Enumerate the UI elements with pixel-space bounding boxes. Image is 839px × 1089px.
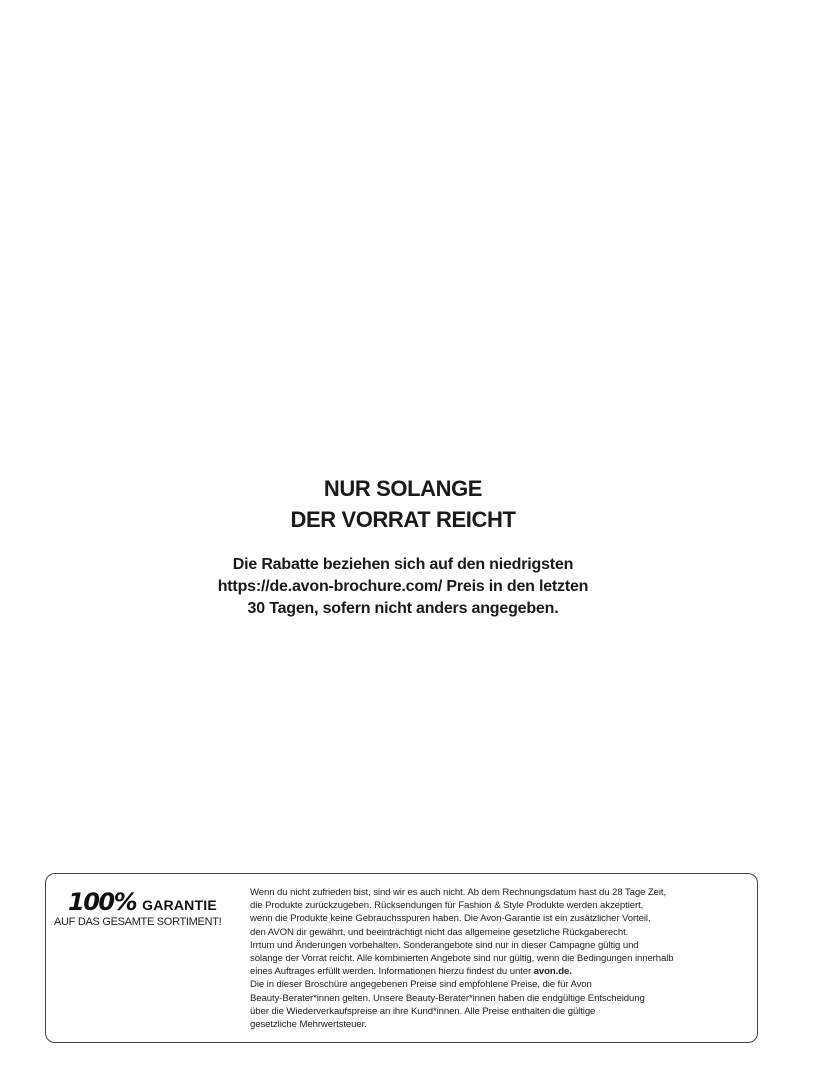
disclaimer-line: Die Rabatte beziehen sich auf den niedrigsten — [232, 556, 574, 573]
avon-website-link[interactable]: avon.de. — [533, 966, 572, 978]
headline — [0, 473, 806, 535]
fineprint-line: den AVON dir gewährt, und beeinträchtigt nicht das allgemeine gesetzliche Rückgaberecht. — [250, 926, 629, 938]
fineprint-line: Irrtum und Änderungen vorbehalten. Sonderangebote sind nur in dieser Campagne gültig und — [250, 939, 639, 951]
fineprint-line: Die in dieser Broschüre angegebenen Preise sind empfohlene Preise, die für Avon — [250, 979, 592, 991]
headline-line: NUR SOLANGE — [323, 476, 483, 501]
price-disclaimer — [0, 554, 806, 620]
guarantee-percent: 100% — [68, 888, 137, 916]
fineprint-line: über die Wiederverkaufspreise an ihre Kund*innen. Alle Preise enthalten die gültige — [250, 1005, 596, 1017]
guarantee-box — [45, 873, 758, 1043]
fineprint-line: solange der Vorrat reicht. Alle kombinierten Angebote sind nur gültig, wenn die Bedingungen innerhalb — [250, 953, 674, 965]
fineprint-line: die Produkte zurückzugeben. Rücksendungen für Fashion & Style Produkte werden akzeptiert, — [250, 900, 644, 912]
guarantee-badge-title — [68, 888, 217, 916]
fineprint-text: eines Auftrages erfüllt werden. Informationen hierzu findest du unter — [250, 966, 534, 978]
fineprint-line: Wenn du nicht zufrieden bist, sind wir es auch nicht. Ab dem Rechnungsdatum hast du 28 Tage Zeit, — [250, 887, 667, 898]
fineprint-line: gesetzliche Mehrwertsteuer. — [250, 1019, 367, 1031]
fineprint-line: wenn die Produkte keine Gebrauchsspuren haben. Die Avon-Garantie ist ein zusätzlicher Vorteil, — [250, 913, 651, 925]
headline-line: DER VORRAT REICHT — [290, 507, 516, 532]
fineprint-line: Beauty-Berater*innen gelten. Unsere Beauty-Berater*innen haben die endgültige Entscheidung — [250, 992, 645, 1004]
fineprint-line — [250, 965, 755, 978]
guarantee-subtitle: AUF DAS GESAMTE SORTIMENT! — [54, 916, 222, 928]
disclaimer-line: 30 Tagen, sofern nicht anders angegeben. — [247, 600, 559, 617]
disclaimer-line: https://de.avon-brochure.com/ Preis in den letzten — [217, 578, 589, 595]
guarantee-fineprint — [250, 886, 755, 1031]
guarantee-word: GARANTIE — [142, 897, 217, 913]
